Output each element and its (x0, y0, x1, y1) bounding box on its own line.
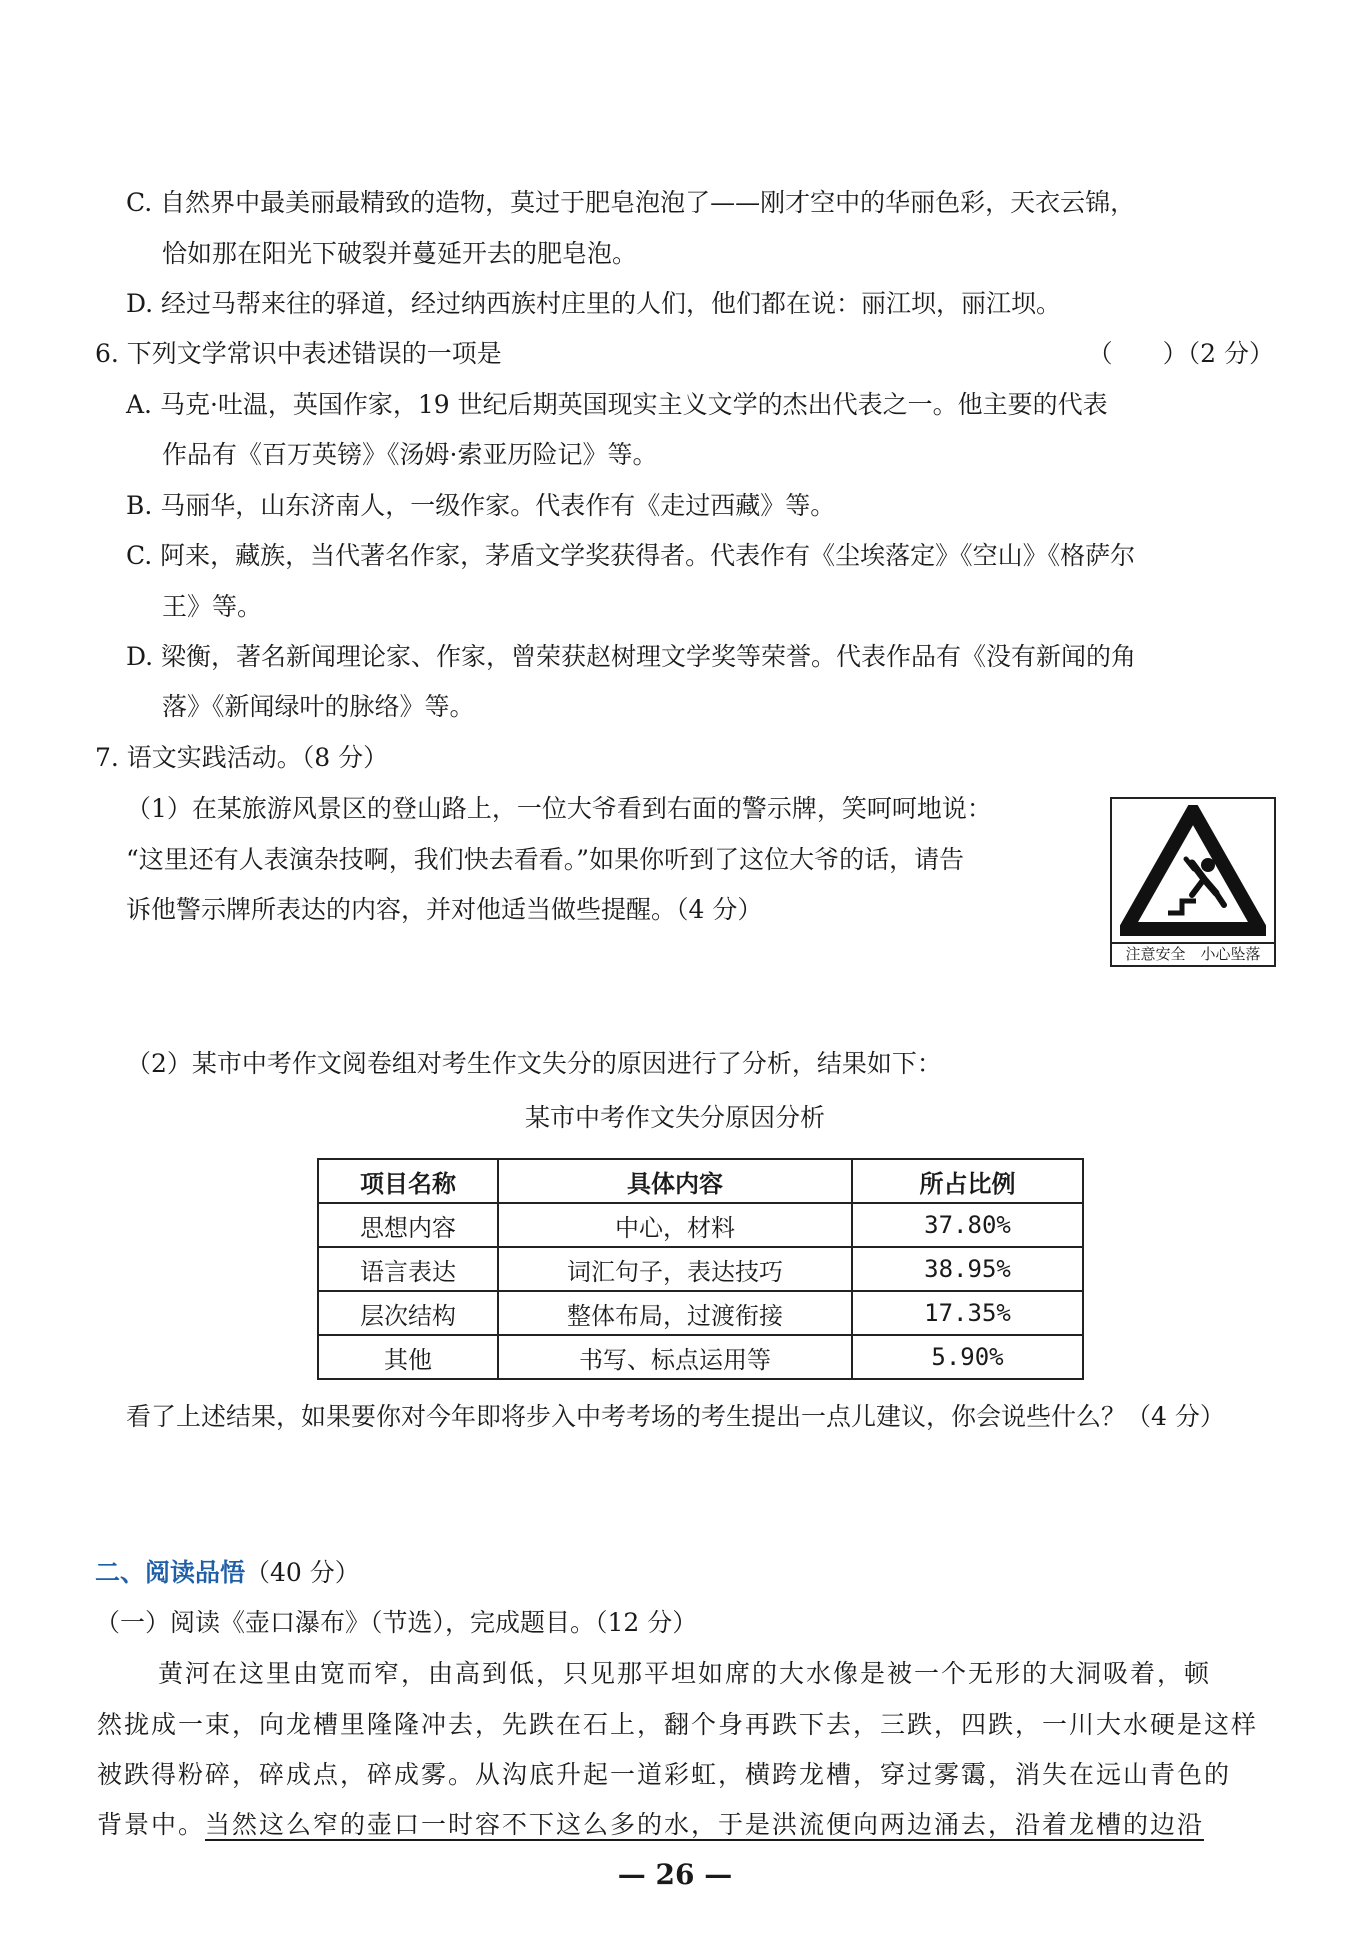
passage-line4 (97, 1808, 1204, 1842)
q7-part1-line3: 诉他警示牌所表达的内容，并对他适当做些提醒。（4 分） (126, 895, 763, 924)
passage-underlined-sentence: 当然这么窄的壶口一时容不下这么多的水，于是洪流便向两边涌去，沿着龙槽的边沿 (205, 1810, 1205, 1839)
section2-heading (95, 1556, 360, 1590)
q6-option-a-line1: A. 马克·吐温，英国作家，19 世纪后期英国现实主义文学的杰出代表之一。他主要的代表 (126, 390, 1108, 419)
sign-caption: 注意安全 小心坠落 (1112, 942, 1274, 964)
q7-part1-line2: “这里还有人表演杂技啊，我们快去看看。”如果你听到了这位大爷的话，请告 (126, 845, 965, 874)
table-row (318, 1203, 1083, 1247)
header-content: 具体内容 (498, 1159, 852, 1203)
cell-item: 思想内容 (318, 1203, 498, 1247)
cell-item: 其他 (318, 1335, 498, 1379)
q5-option-c-line1: C. 自然界中最美丽最精致的造物，莫过于肥皂泡泡了——刚才空中的华丽色彩，天衣云锦， (126, 188, 1136, 217)
q6-option-c-line2: 王》等。 (162, 592, 263, 621)
q7-part2-question: 看了上述结果，如果要你对今年即将步入中考考场的考生提出一点儿建议，你会说些什么？（4 分） (126, 1402, 1225, 1431)
table-row (318, 1335, 1083, 1379)
cell-ratio: 37.80% (852, 1203, 1083, 1247)
passage-line3: 被跌得粉碎，碎成点，碎成雾。从沟底升起一道彩虹，横跨龙槽，穿过雾霭，消失在远山青色的 (97, 1760, 1232, 1789)
section2-score: （40 分） (245, 1558, 360, 1587)
q6-option-a-line2: 作品有《百万英镑》《汤姆·索亚历险记》等。 (162, 440, 658, 469)
falling-warning-icon (1120, 805, 1266, 937)
q7-part2-line: （2）某市中考作文阅卷组对考生作文失分的原因进行了分析，结果如下： (126, 1049, 942, 1078)
table-row (318, 1247, 1083, 1291)
warning-sign (1110, 797, 1276, 967)
table-title: 某市中考作文失分原因分析 (524, 1103, 825, 1132)
cell-content: 书写、标点运用等 (498, 1335, 852, 1379)
section2-title: 二、阅读品悟 (95, 1558, 246, 1587)
q5-option-d: D. 经过马帮来往的驿道，经过纳西族村庄里的人们，他们都在说：丽江坝，丽江坝。 (126, 289, 1062, 318)
q7-stem: 7. 语文实践活动。（8 分） (95, 743, 389, 772)
cell-ratio: 17.35% (852, 1291, 1083, 1335)
q6-option-d-line1: D. 梁衡，著名新闻理论家、作家，曾荣获赵树理文学奖等荣誉。代表作品有《没有新闻的角 (126, 642, 1137, 671)
page-number: — 26 — (617, 1858, 733, 1891)
table-row (318, 1291, 1083, 1335)
cell-ratio: 5.90% (852, 1335, 1083, 1379)
cell-content: 整体布局，过渡衔接 (498, 1291, 852, 1335)
q6-option-c-line1: C. 阿来，藏族，当代著名作家，茅盾文学奖获得者。代表作有《尘埃落定》《空山》《格萨尔 (126, 541, 1136, 570)
cell-item: 层次结构 (318, 1291, 498, 1335)
passage-line4-plain: 背景中。 (97, 1810, 206, 1839)
table-header-row (318, 1159, 1083, 1203)
q6-option-d-line2: 落》《新闻绿叶的脉络》等。 (162, 692, 475, 721)
section2-sub1: （一）阅读《壶口瀑布》（节选），完成题目。（12 分） (95, 1608, 698, 1637)
q5-option-c-line2: 恰如那在阳光下破裂并蔓延开去的肥皂泡。 (162, 239, 638, 268)
header-ratio: 所占比例 (852, 1159, 1083, 1203)
analysis-table (317, 1158, 1084, 1380)
cell-ratio: 38.95% (852, 1247, 1083, 1291)
q6-option-b: B. 马丽华，山东济南人，一级作家。代表作有《走过西藏》等。 (126, 491, 836, 520)
q7-part1-line1: （1）在某旅游风景区的登山路上，一位大爷看到右面的警示牌，笑呵呵地说： (126, 794, 992, 823)
cell-content: 中心，材料 (498, 1203, 852, 1247)
q6-stem: 6. 下列文学常识中表述错误的一项是 (95, 339, 502, 368)
cell-content: 词汇句子，表达技巧 (498, 1247, 852, 1291)
header-item-name: 项目名称 (318, 1159, 498, 1203)
passage-line1: 黄河在这里由宽而窄，由高到低，只见那平坦如席的大水像是被一个无形的大洞吸着，顿 (158, 1659, 1212, 1688)
cell-item: 语言表达 (318, 1247, 498, 1291)
passage-line2: 然拢成一束，向龙槽里隆隆冲去，先跌在石上，翻个身再跌下去，三跌，四跌，一川大水硬是这样 (97, 1710, 1259, 1739)
q6-score: （ ）（2 分） (1087, 339, 1274, 368)
